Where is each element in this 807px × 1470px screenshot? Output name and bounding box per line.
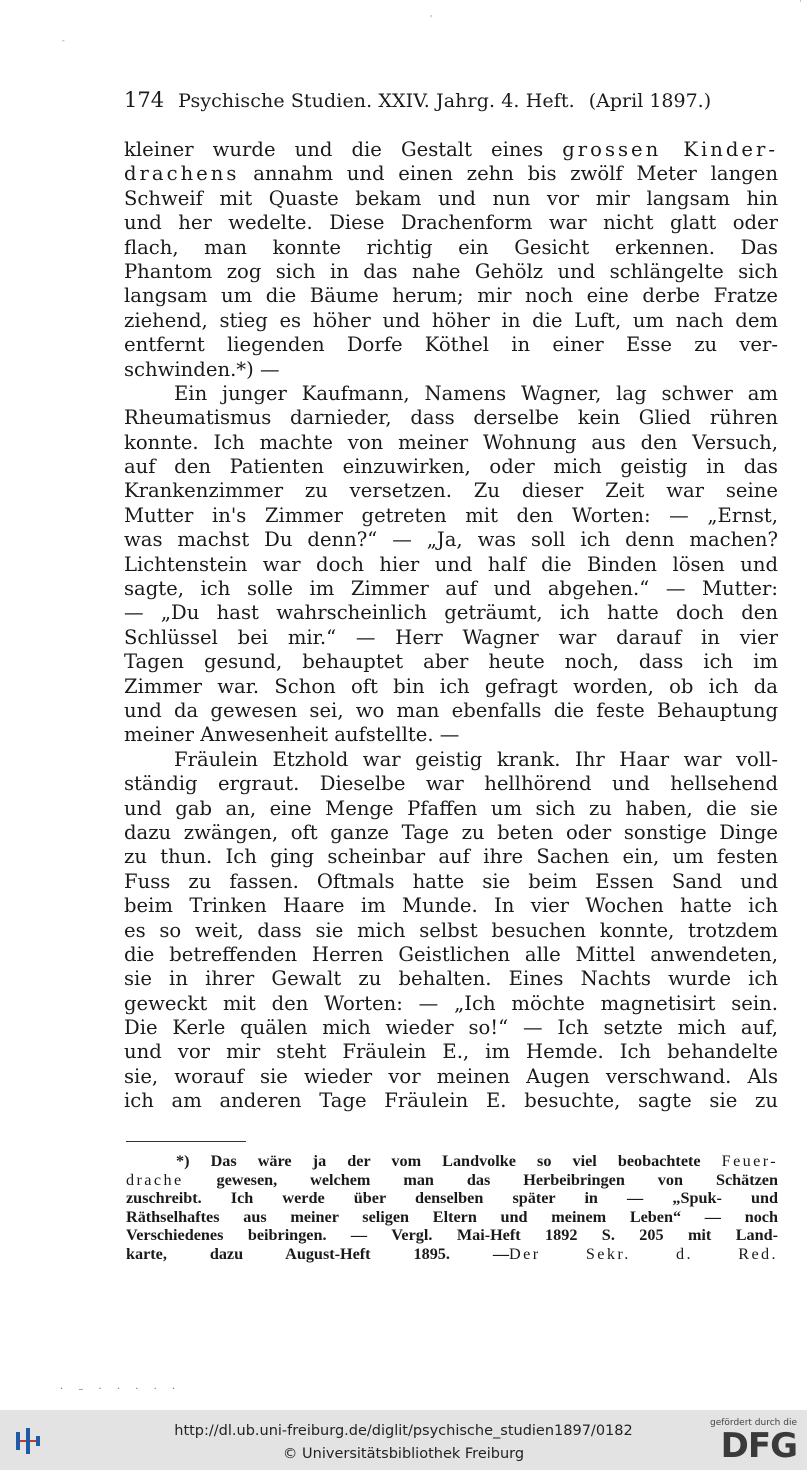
line-text: auf den Patienten einzuwirken, oder mich geistig in das bbox=[124, 455, 778, 479]
text-line bbox=[124, 797, 778, 821]
text-line bbox=[124, 553, 778, 577]
text-line bbox=[124, 675, 778, 699]
line-text: annahm und einen zehn bis zwölf Meter langen bbox=[239, 162, 778, 186]
line-text: Phantom zog sich in das nahe Gehölz und schlängelte sich bbox=[124, 259, 778, 283]
dfg-logo: DFG bbox=[720, 1426, 797, 1466]
text-line bbox=[124, 870, 778, 894]
text-line bbox=[124, 479, 778, 503]
line-text: Fräulein Etzhold war geistig krank. Ihr Haar war voll- bbox=[174, 747, 778, 771]
line-text: geweckt mit den Worten: — „Ich möchte magnetisirt sein. bbox=[124, 991, 778, 1015]
page-number: 174 bbox=[124, 88, 165, 112]
footer-bar bbox=[0, 1410, 807, 1470]
source-url[interactable]: http://dl.ub.uni-freiburg.de/diglit/psychische_studien1897/0182 bbox=[174, 1423, 633, 1439]
line-text: Rheumatismus darnieder, dass derselbe kein Glied rühren bbox=[124, 406, 778, 430]
line-text: schwinden.*) — bbox=[124, 357, 280, 381]
footnote-line bbox=[126, 1226, 778, 1245]
text-line bbox=[124, 138, 778, 162]
line-text: Schweif mit Quaste bekam und nun vor mir langsam hin bbox=[124, 186, 778, 210]
text-line bbox=[124, 382, 778, 406]
spaced-text: grossen Kinder- bbox=[562, 138, 778, 161]
journal-title: Psychische Studien. XXIV. Jahrg. 4. Heft. bbox=[178, 90, 575, 112]
footnote-text: Räthselhaftes aus meiner seligen Eltern und meinem Leben“ — noch bbox=[126, 1207, 778, 1226]
line-text: es so weit, dass sie mich selbst besuchen konnte, trotzdem bbox=[124, 918, 778, 942]
text-line bbox=[124, 626, 778, 650]
line-text: die betreffenden Herren Geistlichen alle Mittel anwendeten, bbox=[124, 942, 778, 966]
line-text: beim Trinken Haare im Munde. In vier Wochen hatte ich bbox=[124, 894, 778, 918]
text-line bbox=[124, 748, 778, 772]
scan-artifact-dot: ' bbox=[430, 14, 433, 23]
line-text: langsam um die Bäume herum; mir noch eine derbe Fratze bbox=[124, 284, 778, 308]
text-line bbox=[124, 650, 778, 674]
footnote-text: karte, dazu August-Heft 1895. — bbox=[126, 1244, 510, 1263]
text-line bbox=[124, 699, 778, 723]
footnote-line bbox=[126, 1189, 778, 1208]
line-text: und gab an, eine Menge Pfaffen um sich zu haben, die sie bbox=[124, 796, 778, 820]
line-text: sie, worauf sie wieder vor meinen Augen verschwand. Als bbox=[124, 1064, 778, 1088]
text-line bbox=[124, 528, 778, 552]
text-line bbox=[124, 333, 778, 357]
text-line bbox=[124, 284, 778, 308]
text-line bbox=[124, 894, 778, 918]
text-line bbox=[124, 1065, 778, 1089]
line-text: Ein junger Kaufmann, Namens Wagner, lag schwer am bbox=[174, 381, 778, 405]
text-line bbox=[124, 723, 778, 747]
footnote bbox=[126, 1152, 778, 1264]
issue-date: (April 1897.) bbox=[588, 90, 712, 112]
text-line bbox=[124, 577, 778, 601]
line-text: Krankenzimmer zu versetzen. Zu dieser Zeit war seine bbox=[124, 479, 778, 503]
text-line bbox=[124, 162, 778, 186]
line-text: entfernt liegenden Dorfe Köthel in einer Esse zu ver- bbox=[124, 333, 778, 357]
footnote-line bbox=[126, 1208, 778, 1227]
copyright-notice: © Universitätsbibliothek Freiburg bbox=[282, 1446, 525, 1462]
text-line bbox=[124, 992, 778, 1016]
line-text: und da gewesen sei, wo man ebenfalls die feste Behauptung bbox=[124, 698, 778, 722]
text-line bbox=[124, 455, 778, 479]
scan-artifact-mark: ˙ bbox=[798, 0, 803, 11]
line-text: Die Kerle quälen mich wieder so!“ — Ich setzte mich auf, bbox=[124, 1016, 778, 1040]
text-line bbox=[124, 211, 778, 235]
text-line bbox=[124, 1040, 778, 1064]
text-line bbox=[124, 772, 778, 796]
line-text: dazu zwängen, oft ganze Tage zu beten oder sonstige Dinge bbox=[124, 820, 778, 844]
spaced-text: drache bbox=[126, 1170, 184, 1189]
line-text: ich am anderen Tage Fräulein E. besuchte, sagte sie zu bbox=[124, 1089, 778, 1113]
line-text: und vor mir steht Fräulein E., im Hemde. Ich behandelte bbox=[124, 1040, 778, 1064]
footnote-text: *) Das wäre ja der vom Landvolke so viel beobachtete bbox=[176, 1152, 722, 1170]
text-line bbox=[124, 358, 778, 382]
text-line bbox=[124, 406, 778, 430]
footnote-line bbox=[126, 1152, 778, 1171]
text-line bbox=[124, 845, 778, 869]
text-line bbox=[124, 260, 778, 284]
text-line bbox=[124, 431, 778, 455]
footnote-divider bbox=[126, 1141, 246, 1142]
line-text: Schlüssel bei mir.“ — Herr Wagner war darauf in vier bbox=[124, 625, 778, 649]
text-line bbox=[124, 821, 778, 845]
line-text: Mutter in's Zimmer getreten mit den Worten: — „Ernst, bbox=[124, 503, 778, 527]
footnote-text: gewesen, welchem man das Herbeibringen von Schätzen bbox=[183, 1170, 778, 1189]
main-text bbox=[124, 138, 778, 1114]
line-text: flach, man konnte richtig ein Gesicht erkennen. Das bbox=[124, 235, 778, 259]
line-text: — „Du hast wahrscheinlich geträumt, ich hatte doch den bbox=[124, 601, 778, 625]
line-text: zu thun. Ich ging scheinbar auf ihre Sachen ein, um festen bbox=[124, 845, 778, 869]
line-text: Lichtenstein war doch hier und half die Binden lösen und bbox=[124, 552, 778, 576]
text-line bbox=[124, 1016, 778, 1040]
text-line bbox=[124, 236, 778, 260]
scan-artifact-dot: - bbox=[62, 36, 65, 45]
text-line bbox=[124, 504, 778, 528]
spaced-text: drachens bbox=[124, 162, 240, 186]
line-text: und her wedelte. Diese Drachenform war nicht glatt oder bbox=[124, 211, 778, 235]
line-text: sagte, ich solle im Zimmer auf und abgehen.“ — Mutter: bbox=[124, 577, 778, 601]
text-line bbox=[124, 919, 778, 943]
editor-signature: Der Sekr. d. Red. bbox=[509, 1244, 778, 1263]
footnote-text: zuschreibt. Ich werde über denselben später in — „Spuk- und bbox=[126, 1189, 778, 1208]
text-line bbox=[124, 943, 778, 967]
line-text: kleiner wurde und die Gestalt eines bbox=[124, 138, 563, 161]
line-text: sie in ihrer Gewalt zu behalten. Eines Nachts wurde ich bbox=[124, 967, 778, 991]
line-text: ständig ergraut. Dieselbe war hellhörend und hellsehend bbox=[124, 772, 778, 796]
text-line bbox=[124, 309, 778, 333]
line-text: ziehend, stieg es höher und höher in die Luft, um nach dem bbox=[124, 308, 778, 332]
footnote-line bbox=[126, 1245, 778, 1264]
text-line bbox=[124, 1089, 778, 1113]
spaced-text: Feuer- bbox=[721, 1152, 778, 1170]
text-line bbox=[124, 967, 778, 991]
running-header bbox=[124, 86, 772, 115]
footnote-line bbox=[126, 1171, 778, 1190]
footnote-text: Verschiedenes beibringen. — Vergl. Mai-Heft 1892 S. 205 mit Land- bbox=[126, 1226, 778, 1245]
line-text: Fuss zu fassen. Oftmals hatte sie beim Essen Sand und bbox=[124, 869, 778, 893]
text-line bbox=[124, 187, 778, 211]
line-text: Zimmer war. Schon oft bin ich gefragt worden, ob ich da bbox=[124, 674, 778, 698]
scan-artifact-marks: · – · · · · · bbox=[60, 1384, 182, 1395]
line-text: was machst Du denn?“ — „Ja, was soll ich denn machen? bbox=[124, 528, 778, 552]
text-line bbox=[124, 601, 778, 625]
funding-caption: gefördert durch die bbox=[710, 1418, 797, 1428]
line-text: Tagen gesund, behauptet aber heute noch, dass ich im bbox=[124, 650, 778, 674]
line-text: konnte. Ich machte von meiner Wohnung aus den Versuch, bbox=[124, 430, 778, 454]
line-text: meiner Anwesenheit aufstellte. — bbox=[124, 723, 460, 747]
